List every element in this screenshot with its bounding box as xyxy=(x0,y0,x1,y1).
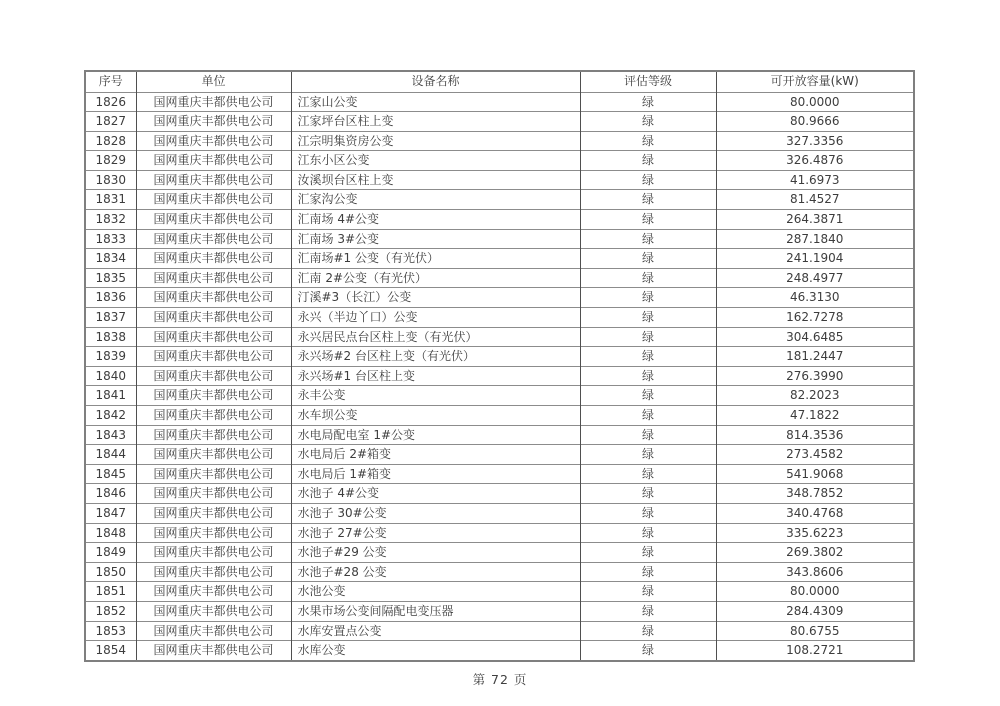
cell-capacity: 82.2023 xyxy=(716,386,914,406)
cell-grade: 绿 xyxy=(580,562,716,582)
cell-capacity: 80.9666 xyxy=(716,112,914,132)
cell-grade: 绿 xyxy=(580,327,716,347)
cell-serial: 1841 xyxy=(85,386,136,406)
cell-serial: 1842 xyxy=(85,406,136,426)
cell-unit: 国网重庆丰都供电公司 xyxy=(136,406,291,426)
cell-serial: 1834 xyxy=(85,249,136,269)
table-row xyxy=(85,484,914,504)
cell-device: 汝溪坝台区柱上变 xyxy=(291,170,580,190)
cell-serial: 1828 xyxy=(85,131,136,151)
cell-capacity: 327.3356 xyxy=(716,131,914,151)
table-row xyxy=(85,92,914,112)
cell-device: 水池子#29 公变 xyxy=(291,543,580,563)
page-number: 第 72 页 xyxy=(472,672,528,687)
cell-unit: 国网重庆丰都供电公司 xyxy=(136,484,291,504)
cell-unit: 国网重庆丰都供电公司 xyxy=(136,229,291,249)
cell-capacity: 80.6755 xyxy=(716,621,914,641)
cell-unit: 国网重庆丰都供电公司 xyxy=(136,523,291,543)
table-row xyxy=(85,288,914,308)
table-row xyxy=(85,249,914,269)
cell-unit: 国网重庆丰都供电公司 xyxy=(136,543,291,563)
cell-grade: 绿 xyxy=(580,641,716,661)
table-row xyxy=(85,425,914,445)
cell-device: 水池子 27#公变 xyxy=(291,523,580,543)
cell-unit: 国网重庆丰都供电公司 xyxy=(136,503,291,523)
cell-grade: 绿 xyxy=(580,484,716,504)
cell-serial: 1849 xyxy=(85,543,136,563)
cell-serial: 1844 xyxy=(85,445,136,465)
cell-capacity: 248.4977 xyxy=(716,268,914,288)
table-row xyxy=(85,112,914,132)
table-row xyxy=(85,347,914,367)
cell-grade: 绿 xyxy=(580,151,716,171)
table-body xyxy=(85,92,914,661)
cell-unit: 国网重庆丰都供电公司 xyxy=(136,425,291,445)
cell-serial: 1837 xyxy=(85,308,136,328)
cell-unit: 国网重庆丰都供电公司 xyxy=(136,582,291,602)
table-row xyxy=(85,621,914,641)
cell-unit: 国网重庆丰都供电公司 xyxy=(136,327,291,347)
cell-capacity: 108.2721 xyxy=(716,641,914,661)
cell-capacity: 814.3536 xyxy=(716,425,914,445)
cell-serial: 1854 xyxy=(85,641,136,661)
cell-device: 水果市场公变间隔配电变压器 xyxy=(291,601,580,621)
cell-grade: 绿 xyxy=(580,131,716,151)
cell-serial: 1829 xyxy=(85,151,136,171)
cell-device: 水池子 30#公变 xyxy=(291,503,580,523)
cell-grade: 绿 xyxy=(580,464,716,484)
cell-device: 永兴场#2 台区柱上变（有光伏） xyxy=(291,347,580,367)
cell-device: 水池公变 xyxy=(291,582,580,602)
table-row xyxy=(85,308,914,328)
cell-device: 水车坝公变 xyxy=(291,406,580,426)
cell-unit: 国网重庆丰都供电公司 xyxy=(136,151,291,171)
table-row xyxy=(85,582,914,602)
cell-capacity: 287.1840 xyxy=(716,229,914,249)
cell-device: 水库安置点公变 xyxy=(291,621,580,641)
cell-capacity: 269.3802 xyxy=(716,543,914,563)
cell-device: 汇南场#1 公变（有光伏） xyxy=(291,249,580,269)
cell-grade: 绿 xyxy=(580,210,716,230)
cell-serial: 1838 xyxy=(85,327,136,347)
cell-serial: 1853 xyxy=(85,621,136,641)
cell-unit: 国网重庆丰都供电公司 xyxy=(136,308,291,328)
cell-capacity: 304.6485 xyxy=(716,327,914,347)
cell-unit: 国网重庆丰都供电公司 xyxy=(136,601,291,621)
cell-device: 永兴居民点台区柱上变（有光伏） xyxy=(291,327,580,347)
cell-unit: 国网重庆丰都供电公司 xyxy=(136,386,291,406)
cell-unit: 国网重庆丰都供电公司 xyxy=(136,249,291,269)
cell-device: 水池子#28 公变 xyxy=(291,562,580,582)
table-row xyxy=(85,190,914,210)
cell-grade: 绿 xyxy=(580,366,716,386)
table-row xyxy=(85,641,914,661)
cell-device: 汀溪#3（长江）公变 xyxy=(291,288,580,308)
cell-capacity: 46.3130 xyxy=(716,288,914,308)
cell-capacity: 541.9068 xyxy=(716,464,914,484)
cell-capacity: 80.0000 xyxy=(716,582,914,602)
cell-capacity: 340.4768 xyxy=(716,503,914,523)
cell-unit: 国网重庆丰都供电公司 xyxy=(136,445,291,465)
cell-grade: 绿 xyxy=(580,170,716,190)
cell-grade: 绿 xyxy=(580,268,716,288)
table-row xyxy=(85,464,914,484)
table-row xyxy=(85,406,914,426)
cell-grade: 绿 xyxy=(580,582,716,602)
cell-serial: 1846 xyxy=(85,484,136,504)
cell-device: 汇南场 4#公变 xyxy=(291,210,580,230)
cell-serial: 1852 xyxy=(85,601,136,621)
cell-capacity: 181.2447 xyxy=(716,347,914,367)
cell-device: 江东小区公变 xyxy=(291,151,580,171)
table-row xyxy=(85,229,914,249)
cell-capacity: 348.7852 xyxy=(716,484,914,504)
table-row xyxy=(85,523,914,543)
table-row xyxy=(85,386,914,406)
cell-unit: 国网重庆丰都供电公司 xyxy=(136,131,291,151)
table-row xyxy=(85,445,914,465)
cell-device: 江家山公变 xyxy=(291,92,580,112)
cell-grade: 绿 xyxy=(580,406,716,426)
cell-capacity: 162.7278 xyxy=(716,308,914,328)
cell-grade: 绿 xyxy=(580,523,716,543)
cell-grade: 绿 xyxy=(580,425,716,445)
cell-serial: 1835 xyxy=(85,268,136,288)
cell-serial: 1832 xyxy=(85,210,136,230)
table-row xyxy=(85,210,914,230)
table-row xyxy=(85,366,914,386)
table-row xyxy=(85,170,914,190)
cell-grade: 绿 xyxy=(580,92,716,112)
cell-serial: 1851 xyxy=(85,582,136,602)
table-row xyxy=(85,503,914,523)
cell-grade: 绿 xyxy=(580,503,716,523)
cell-device: 永丰公变 xyxy=(291,386,580,406)
cell-capacity: 335.6223 xyxy=(716,523,914,543)
cell-unit: 国网重庆丰都供电公司 xyxy=(136,268,291,288)
cell-grade: 绿 xyxy=(580,386,716,406)
cell-grade: 绿 xyxy=(580,288,716,308)
cell-capacity: 273.4582 xyxy=(716,445,914,465)
cell-grade: 绿 xyxy=(580,249,716,269)
cell-unit: 国网重庆丰都供电公司 xyxy=(136,347,291,367)
cell-serial: 1839 xyxy=(85,347,136,367)
cell-serial: 1843 xyxy=(85,425,136,445)
cell-grade: 绿 xyxy=(580,347,716,367)
cell-unit: 国网重庆丰都供电公司 xyxy=(136,641,291,661)
table-header-row xyxy=(85,71,914,92)
cell-serial: 1836 xyxy=(85,288,136,308)
table-row xyxy=(85,131,914,151)
cell-unit: 国网重庆丰都供电公司 xyxy=(136,288,291,308)
cell-device: 汇南 2#公变（有光伏） xyxy=(291,268,580,288)
cell-capacity: 284.4309 xyxy=(716,601,914,621)
cell-capacity: 41.6973 xyxy=(716,170,914,190)
column-header: 评估等级 xyxy=(580,71,716,92)
cell-serial: 1833 xyxy=(85,229,136,249)
cell-grade: 绿 xyxy=(580,229,716,249)
cell-device: 水电局配电室 1#公变 xyxy=(291,425,580,445)
capacity-table xyxy=(84,70,915,662)
cell-capacity: 276.3990 xyxy=(716,366,914,386)
cell-serial: 1840 xyxy=(85,366,136,386)
cell-serial: 1827 xyxy=(85,112,136,132)
cell-device: 汇家沟公变 xyxy=(291,190,580,210)
cell-serial: 1845 xyxy=(85,464,136,484)
cell-device: 水库公变 xyxy=(291,641,580,661)
cell-device: 水池子 4#公变 xyxy=(291,484,580,504)
cell-capacity: 264.3871 xyxy=(716,210,914,230)
cell-capacity: 81.4527 xyxy=(716,190,914,210)
table-row xyxy=(85,601,914,621)
cell-grade: 绿 xyxy=(580,601,716,621)
cell-grade: 绿 xyxy=(580,308,716,328)
cell-device: 江宗明集资房公变 xyxy=(291,131,580,151)
cell-unit: 国网重庆丰都供电公司 xyxy=(136,621,291,641)
cell-grade: 绿 xyxy=(580,190,716,210)
column-header: 单位 xyxy=(136,71,291,92)
cell-capacity: 326.4876 xyxy=(716,151,914,171)
cell-grade: 绿 xyxy=(580,621,716,641)
cell-serial: 1826 xyxy=(85,92,136,112)
cell-grade: 绿 xyxy=(580,543,716,563)
cell-device: 江家坪台区柱上变 xyxy=(291,112,580,132)
cell-unit: 国网重庆丰都供电公司 xyxy=(136,170,291,190)
cell-grade: 绿 xyxy=(580,112,716,132)
cell-unit: 国网重庆丰都供电公司 xyxy=(136,562,291,582)
cell-capacity: 80.0000 xyxy=(716,92,914,112)
cell-device: 永兴（半边丫口）公变 xyxy=(291,308,580,328)
cell-capacity: 343.8606 xyxy=(716,562,914,582)
table-row xyxy=(85,543,914,563)
cell-serial: 1847 xyxy=(85,503,136,523)
cell-device: 水电局后 2#箱变 xyxy=(291,445,580,465)
cell-serial: 1830 xyxy=(85,170,136,190)
table-row xyxy=(85,268,914,288)
cell-unit: 国网重庆丰都供电公司 xyxy=(136,92,291,112)
table-row xyxy=(85,327,914,347)
table-row xyxy=(85,151,914,171)
cell-unit: 国网重庆丰都供电公司 xyxy=(136,190,291,210)
cell-serial: 1848 xyxy=(85,523,136,543)
column-header: 可开放容量(kW) xyxy=(716,71,914,92)
column-header: 设备名称 xyxy=(291,71,580,92)
cell-unit: 国网重庆丰都供电公司 xyxy=(136,210,291,230)
cell-unit: 国网重庆丰都供电公司 xyxy=(136,366,291,386)
table-row xyxy=(85,562,914,582)
cell-serial: 1850 xyxy=(85,562,136,582)
column-header: 序号 xyxy=(98,74,123,88)
cell-unit: 国网重庆丰都供电公司 xyxy=(136,464,291,484)
cell-serial: 1831 xyxy=(85,190,136,210)
cell-grade: 绿 xyxy=(580,445,716,465)
cell-capacity: 241.1904 xyxy=(716,249,914,269)
cell-device: 永兴场#1 台区柱上变 xyxy=(291,366,580,386)
cell-unit: 国网重庆丰都供电公司 xyxy=(136,112,291,132)
cell-device: 汇南场 3#公变 xyxy=(291,229,580,249)
cell-device: 水电局后 1#箱变 xyxy=(291,464,580,484)
cell-capacity: 47.1822 xyxy=(716,406,914,426)
